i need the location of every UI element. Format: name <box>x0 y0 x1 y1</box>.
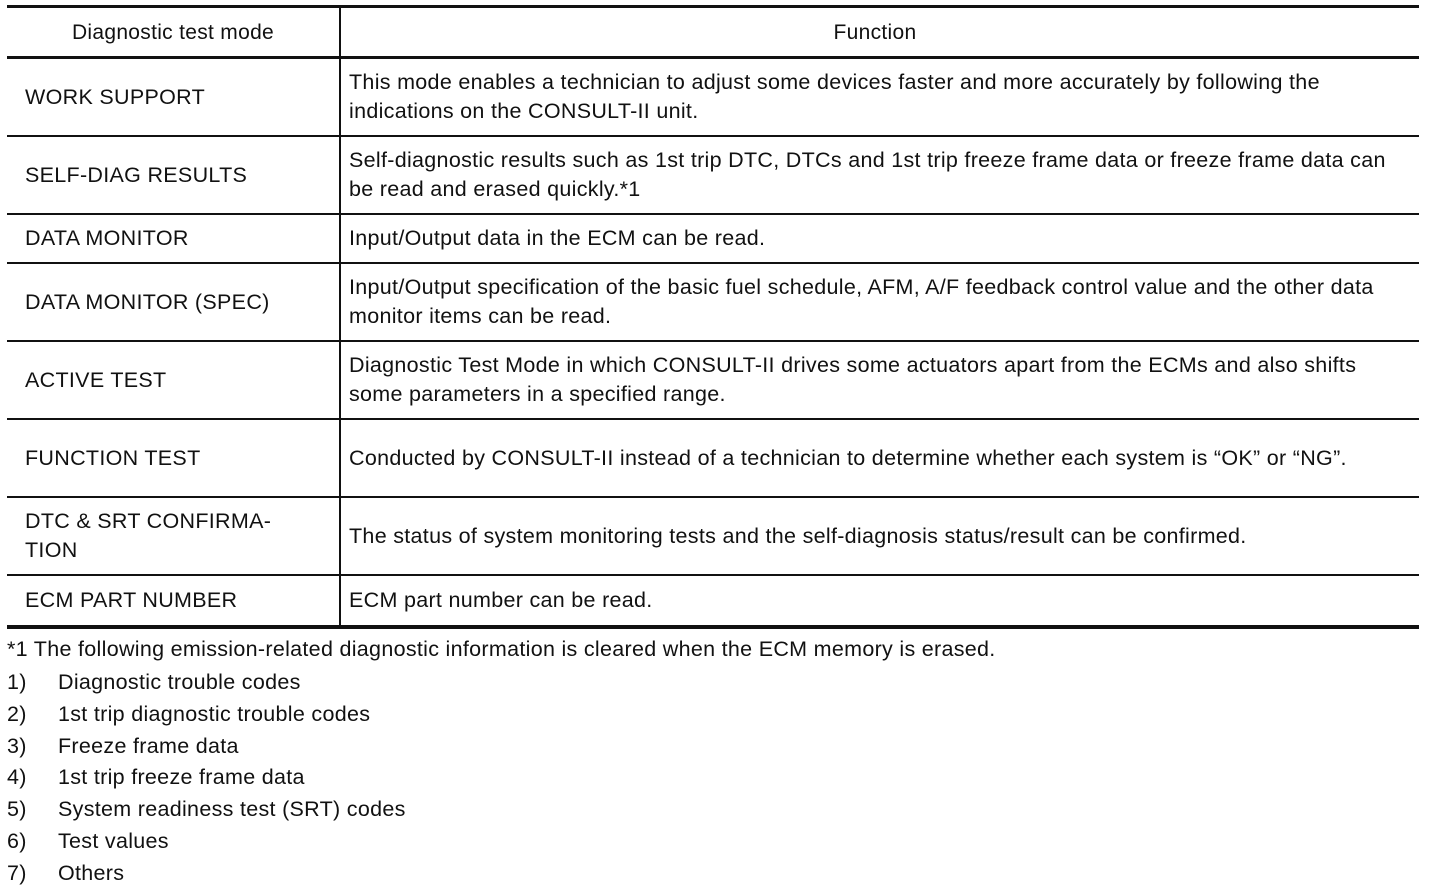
list-text: 1st trip diagnostic trouble codes <box>58 701 371 726</box>
footnote-text: *1 The following emission-related diagnostic information is cleared when the ECM memory is erased. <box>7 637 996 661</box>
list-item <box>7 795 406 827</box>
header-diagnostic-test-mode: Diagnostic test mode <box>7 8 341 56</box>
function-cell: This mode enables a technician to adjust some devices faster and more accurately by following the indications on the CONSULT-II unit. <box>349 70 1320 123</box>
mode-cell: DTC & SRT CONFIRMA-TION <box>7 498 341 574</box>
table-row <box>7 59 1419 137</box>
mode-cell: DATA MONITOR (SPEC) <box>7 264 341 340</box>
list-item <box>7 668 406 700</box>
mode-cell: ECM PART NUMBER <box>7 576 341 625</box>
list-text: Others <box>58 860 125 885</box>
header-function: Function <box>833 20 917 44</box>
list-text: System readiness test (SRT) codes <box>58 797 406 822</box>
list-number: 3) <box>7 733 27 758</box>
list-number: 7) <box>7 860 27 885</box>
list-number: 5) <box>7 797 27 822</box>
table-row <box>7 498 1419 576</box>
list-number: 2) <box>7 701 27 726</box>
list-number: 1) <box>7 670 27 694</box>
list-item <box>7 700 406 732</box>
function-cell: Input/Output data in the ECM can be read. <box>349 226 766 250</box>
mode-cell: WORK SUPPORT <box>7 59 341 135</box>
table-row <box>7 137 1419 215</box>
list-item <box>7 827 406 859</box>
table-row <box>7 420 1419 498</box>
table-header-row <box>7 8 1419 59</box>
list-text: Diagnostic trouble codes <box>58 670 301 694</box>
list-item <box>7 763 406 795</box>
diagnostic-mode-table <box>7 5 1419 629</box>
function-cell: Input/Output specification of the basic fuel schedule, AFM, A/F feedback control value and the other data monitor items can be read. <box>349 275 1374 328</box>
table-row <box>7 264 1419 342</box>
list-item <box>7 859 406 891</box>
mode-cell: DATA MONITOR <box>7 215 341 262</box>
list-text: 1st trip freeze frame data <box>58 765 305 790</box>
list-item <box>7 732 406 764</box>
table-row <box>7 342 1419 420</box>
list-number: 6) <box>7 828 27 853</box>
table-row <box>7 576 1419 625</box>
function-cell: Self-diagnostic results such as 1st trip DTC, DTCs and 1st trip freeze frame data or freeze frame data can be read and erased quickly.*1 <box>349 148 1386 201</box>
mode-cell: SELF-DIAG RESULTS <box>7 137 341 213</box>
function-cell: The status of system monitoring tests and the self-diagnosis status/result can be confirmed. <box>349 523 1247 548</box>
list-text: Test values <box>58 828 169 853</box>
cleared-info-list <box>7 668 406 891</box>
mode-cell: ACTIVE TEST <box>7 342 341 418</box>
function-cell: ECM part number can be read. <box>349 588 653 612</box>
function-cell: Diagnostic Test Mode in which CONSULT-II drives some actuators apart from the ECMs and also shifts some parameters in a specified range. <box>349 353 1357 406</box>
function-cell: Conducted by CONSULT-II instead of a technician to determine whether each system is “OK” or “NG”. <box>349 445 1347 470</box>
list-text: Freeze frame data <box>58 733 239 758</box>
mode-cell: FUNCTION TEST <box>7 420 341 496</box>
table-row <box>7 215 1419 264</box>
list-number: 4) <box>7 765 27 790</box>
